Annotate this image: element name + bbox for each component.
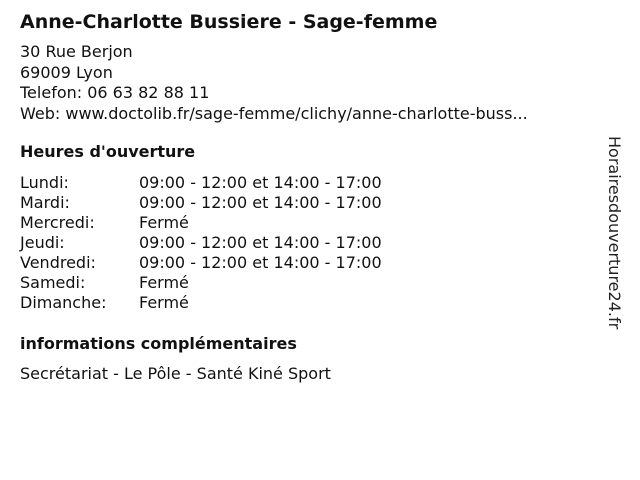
page-title: Anne-Charlotte Bussiere - Sage-femme: [20, 11, 438, 33]
hours-time: 09:00 - 12:00 et 14:00 - 17:00: [139, 193, 382, 212]
hours-row-mardi: [20, 193, 610, 213]
hours-heading: Heures d'ouverture: [20, 142, 196, 161]
hours-day: Mardi:: [20, 193, 70, 212]
address-city: 69009 Lyon: [20, 62, 113, 82]
contact-block: [20, 42, 610, 124]
hours-day: Dimanche:: [20, 293, 107, 312]
hours-time: 09:00 - 12:00 et 14:00 - 17:00: [139, 233, 382, 252]
hours-time: Fermé: [139, 293, 189, 312]
hours-row-vendredi: [20, 253, 610, 273]
hours-row-dimanche: [20, 293, 610, 313]
hours-row-mercredi: [20, 213, 610, 233]
hours-day: Mercredi:: [20, 213, 95, 232]
hours-row-jeudi: [20, 233, 610, 253]
hours-time: Fermé: [139, 273, 189, 292]
hours-row-lundi: [20, 173, 610, 193]
hours-row-samedi: [20, 273, 610, 293]
info-heading: informations complémentaires: [20, 334, 297, 353]
info-text: Secrétariat - Le Pôle - Santé Kiné Sport: [20, 364, 331, 383]
hours-day: Lundi:: [20, 173, 69, 192]
hours-day: Samedi:: [20, 273, 86, 292]
site-watermark: Horairesdouverture24.fr: [605, 136, 624, 330]
business-card: [20, 8, 610, 384]
hours-day: Vendredi:: [20, 253, 96, 272]
hours-time: 09:00 - 12:00 et 14:00 - 17:00: [139, 253, 382, 272]
phone-number: Telefon: 06 63 82 88 11: [20, 83, 210, 102]
website-link[interactable]: Web: www.doctolib.fr/sage-femme/clichy/anne-charlotte-buss...: [20, 103, 528, 123]
address-street: 30 Rue Berjon: [20, 42, 133, 61]
hours-time: 09:00 - 12:00 et 14:00 - 17:00: [139, 173, 382, 192]
hours-day: Jeudi:: [20, 233, 65, 252]
opening-hours-list: [20, 173, 610, 313]
hours-time: Fermé: [139, 213, 189, 232]
